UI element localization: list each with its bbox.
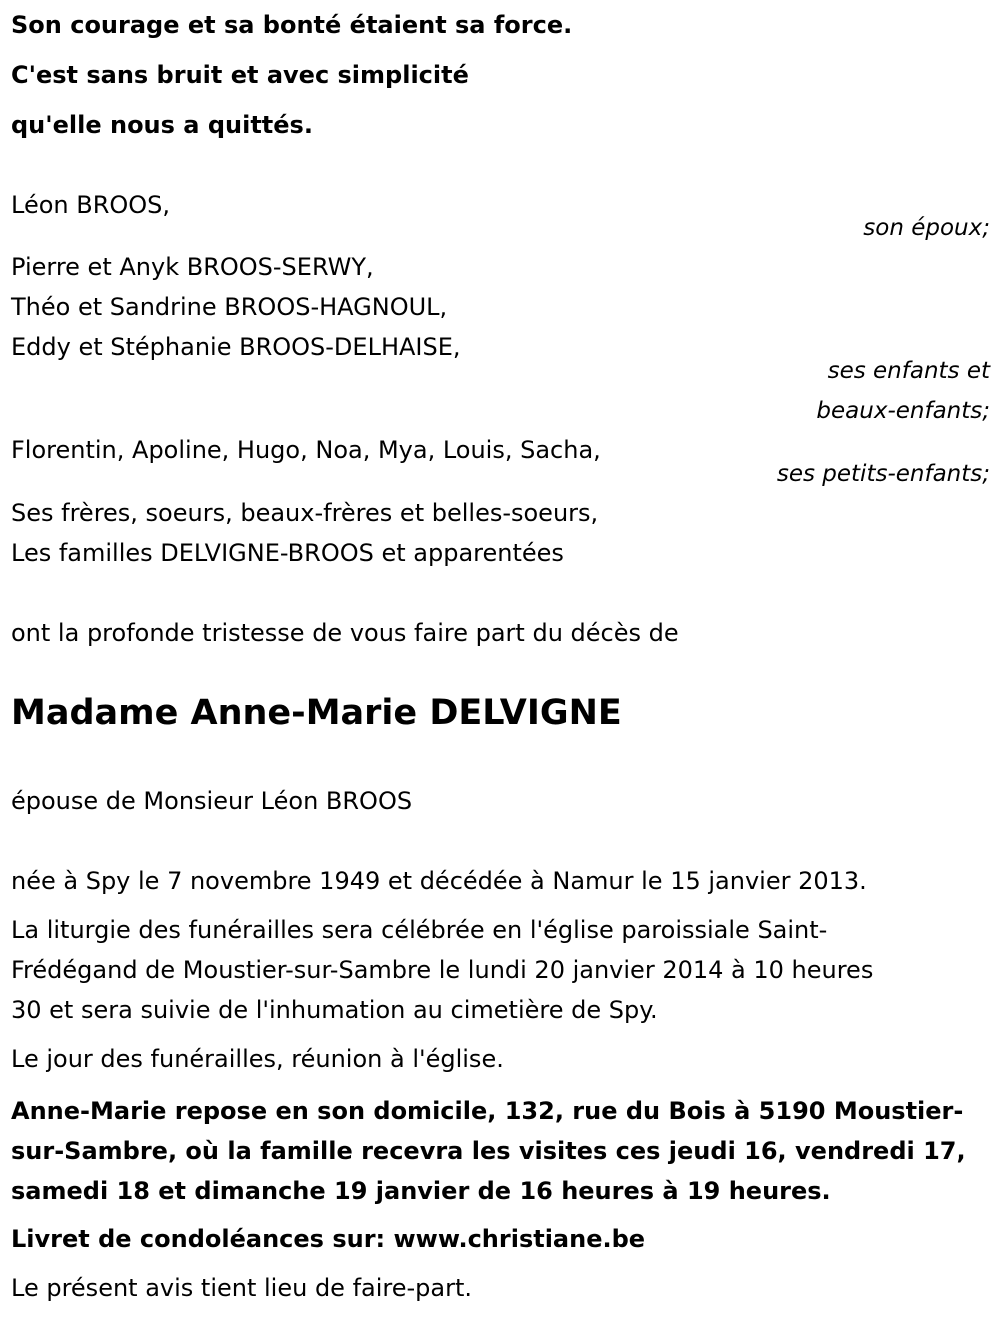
repose-line-2: sur-Sambre, où la famille recevra les visites ces jeudi 16, vendredi 17,	[11, 1137, 966, 1165]
children-role-line-2: beaux-enfants;	[816, 398, 990, 424]
opening-line-1: Son courage et sa bonté étaient sa force.	[11, 11, 573, 39]
liturgy-line-3: 30 et sera suivie de l'inhumation au cimetière de Spy.	[11, 996, 658, 1024]
spouse-role: son époux;	[863, 215, 990, 241]
spouse-of: épouse de Monsieur Léon BROOS	[11, 787, 413, 815]
grandchildren-names: Florentin, Apoline, Hugo, Noa, Mya, Louis, Sacha,	[11, 436, 601, 464]
announcement: ont la profonde tristesse de vous faire part du décès de	[11, 619, 679, 647]
others-line-1: Ses frères, soeurs, beaux-frères et belles-soeurs,	[11, 499, 599, 527]
birth-death: née à Spy le 7 novembre 1949 et décédée à Namur le 15 janvier 2013.	[11, 867, 867, 895]
closing: Le présent avis tient lieu de faire-part.	[11, 1274, 473, 1302]
spouse-name: Léon BROOS,	[11, 191, 171, 219]
condolences: Livret de condoléances sur: www.christiane.be	[11, 1225, 646, 1253]
meeting: Le jour des funérailles, réunion à l'église.	[11, 1045, 504, 1073]
repose-line-3: samedi 18 et dimanche 19 janvier de 16 heures à 19 heures.	[11, 1177, 831, 1205]
deceased-name: Madame Anne-Marie DELVIGNE	[11, 693, 622, 733]
child-3: Eddy et Stéphanie BROOS-DELHAISE,	[11, 333, 461, 361]
children-role-line-1: ses enfants et	[827, 358, 990, 384]
repose-line-1: Anne-Marie repose en son domicile, 132, rue du Bois à 5190 Moustier-	[11, 1097, 964, 1125]
opening-line-2: C'est sans bruit et avec simplicité	[11, 61, 469, 89]
liturgy-line-1: La liturgie des funérailles sera célébrée en l'église paroissiale Saint-	[11, 916, 828, 944]
grandchildren-role: ses petits-enfants;	[776, 461, 990, 487]
opening-line-3: qu'elle nous a quittés.	[11, 111, 313, 139]
liturgy-line-2: Frédégand de Moustier-sur-Sambre le lundi 20 janvier 2014 à 10 heures	[11, 956, 874, 984]
child-2: Théo et Sandrine BROOS-HAGNOUL,	[11, 293, 448, 321]
others-line-2: Les familles DELVIGNE-BROOS et apparentées	[11, 539, 564, 567]
child-1: Pierre et Anyk BROOS-SERWY,	[11, 253, 374, 281]
